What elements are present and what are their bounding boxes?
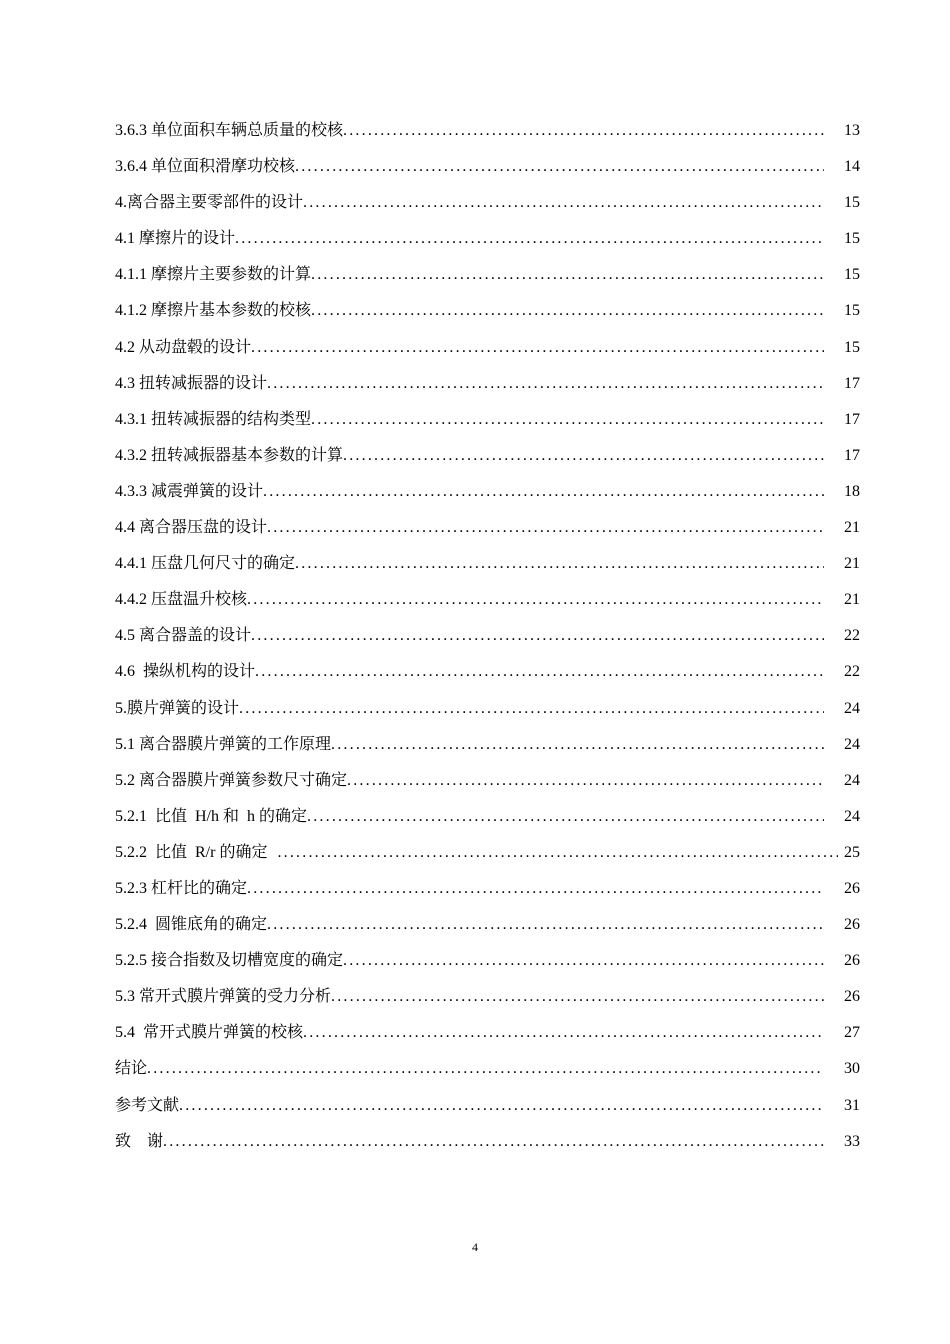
- toc-entry-title: 结论: [115, 1060, 148, 1078]
- toc-entry-title: 5.2.5 接合指数及切槽宽度的确定: [115, 952, 344, 970]
- toc-dot-leader: [247, 875, 824, 903]
- toc-entry-page: 30: [844, 1060, 860, 1078]
- toc-entry[interactable]: [115, 334, 860, 370]
- toc-dot-leader: [303, 189, 824, 217]
- toc-entry-page: 15: [844, 266, 860, 284]
- toc-dot-leader: [331, 983, 824, 1011]
- toc-entry-page: 15: [844, 338, 860, 356]
- toc-entry[interactable]: [115, 442, 860, 478]
- toc-entry-title: 4.3.1 扭转减振器的结构类型: [115, 410, 312, 428]
- toc-entry-title: 4.4.1 压盘几何尺寸的确定: [115, 555, 296, 573]
- toc-entry[interactable]: [115, 731, 860, 767]
- toc-entry-title: 4.3 扭转减振器的设计: [115, 374, 268, 392]
- toc-entry-page: 17: [844, 374, 860, 392]
- toc-dot-leader: [347, 767, 824, 795]
- toc-entry-title: 5.2.3 杠杆比的确定: [115, 879, 248, 897]
- toc-entry-page: 24: [844, 699, 860, 717]
- toc-dot-leader: [311, 261, 824, 289]
- toc-dot-leader: [235, 225, 824, 253]
- toc-entry-title: 3.6.4 单位面积滑摩功校核: [115, 158, 296, 176]
- toc-entry-title: 4.5 离合器盖的设计: [115, 627, 252, 645]
- toc-entry[interactable]: [115, 839, 860, 875]
- toc-entry-page: 15: [844, 194, 860, 212]
- toc-entry[interactable]: [115, 1128, 860, 1164]
- page-number: 4: [472, 1240, 478, 1254]
- toc-dot-leader: [331, 731, 824, 759]
- toc-dot-leader: [311, 406, 824, 434]
- toc-entry[interactable]: [115, 189, 860, 225]
- toc-entry-page: 14: [844, 158, 860, 176]
- toc-entry-page: 21: [844, 555, 860, 573]
- toc-entry-title: 5.1 离合器膜片弹簧的工作原理: [115, 735, 332, 753]
- toc-entry-title: 4.1.2 摩擦片基本参数的校核: [115, 302, 312, 320]
- toc-dot-leader: [251, 334, 824, 362]
- toc-entry-page: 33: [844, 1132, 860, 1150]
- toc-entry-title: 5.膜片弹簧的设计: [115, 699, 240, 717]
- toc-entry[interactable]: [115, 117, 860, 153]
- toc-entry-title: 5.2.4 圆锥底角的确定: [115, 916, 268, 934]
- toc-entry[interactable]: [115, 1055, 860, 1091]
- toc-entry-title: 5.3 常开式膜片弹簧的受力分析: [115, 988, 332, 1006]
- toc-entry-page: 31: [844, 1096, 860, 1114]
- toc-entry-title: 5.2.2 比值 R/r 的确定: [115, 843, 272, 861]
- toc-dot-leader: [343, 947, 824, 975]
- toc-dot-leader: [295, 153, 824, 181]
- toc-dot-leader: [147, 1055, 824, 1083]
- toc-entry-title: 4.4.2 压盘温升校核: [115, 591, 248, 609]
- toc-dot-leader: [255, 658, 824, 686]
- toc-entry[interactable]: [115, 947, 860, 983]
- toc-entry-title: 5.2 离合器膜片弹簧参数尺寸确定: [115, 771, 348, 789]
- toc-entry-page: 26: [844, 988, 860, 1006]
- toc-entry[interactable]: [115, 370, 860, 406]
- toc-dot-leader: [343, 442, 824, 470]
- toc-entry-page: 26: [844, 879, 860, 897]
- toc-dot-leader: [239, 695, 824, 723]
- toc-entry[interactable]: [115, 1092, 860, 1128]
- toc-entry-title: 4.6 操纵机构的设计: [115, 663, 256, 681]
- toc-entry-title: 4.2 从动盘毂的设计: [115, 338, 252, 356]
- toc-dot-leader: [295, 550, 824, 578]
- table-of-contents: [115, 117, 860, 1164]
- toc-entry[interactable]: [115, 297, 860, 333]
- toc-entry-page: 22: [844, 627, 860, 645]
- toc-entry-page: 17: [844, 410, 860, 428]
- toc-dot-leader: [179, 1092, 824, 1120]
- toc-entry[interactable]: [115, 983, 860, 1019]
- toc-entry-page: 26: [844, 916, 860, 934]
- toc-dot-leader: [267, 911, 824, 939]
- toc-entry-title: 4.4 离合器压盘的设计: [115, 519, 268, 537]
- toc-entry[interactable]: [115, 225, 860, 261]
- toc-entry[interactable]: [115, 911, 860, 947]
- toc-dot-leader: [263, 478, 824, 506]
- toc-entry-page: 15: [844, 230, 860, 248]
- toc-dot-leader: [267, 370, 824, 398]
- toc-entry-page: 21: [844, 591, 860, 609]
- toc-entry-page: 18: [844, 482, 860, 500]
- toc-entry[interactable]: [115, 803, 860, 839]
- toc-dot-leader: [163, 1128, 824, 1156]
- toc-entry-title: 4.3.2 扭转减振器基本参数的计算: [115, 446, 344, 464]
- toc-entry[interactable]: [115, 622, 860, 658]
- toc-entry[interactable]: [115, 767, 860, 803]
- toc-entry-page: 22: [844, 663, 860, 681]
- toc-dot-leader: [267, 514, 824, 542]
- toc-entry-title: 致 谢: [115, 1132, 164, 1150]
- toc-dot-leader: [343, 117, 824, 145]
- toc-entry-page: 27: [844, 1024, 860, 1042]
- toc-entry[interactable]: [115, 153, 860, 189]
- toc-entry-page: 21: [844, 519, 860, 537]
- toc-entry-page: 24: [844, 807, 860, 825]
- toc-entry-page: 17: [844, 446, 860, 464]
- toc-entry[interactable]: [115, 406, 860, 442]
- toc-entry[interactable]: [115, 875, 860, 911]
- toc-entry-page: 24: [844, 735, 860, 753]
- toc-dot-leader: [311, 297, 824, 325]
- toc-entry[interactable]: [115, 478, 860, 514]
- toc-dot-leader: [307, 803, 824, 831]
- toc-entry-page: 26: [844, 952, 860, 970]
- toc-entry[interactable]: [115, 658, 860, 694]
- toc-entry-title: 4.1.1 摩擦片主要参数的计算: [115, 266, 312, 284]
- toc-dot-leader: [277, 839, 838, 867]
- toc-entry[interactable]: [115, 1019, 860, 1055]
- toc-entry-title: 4.离合器主要零部件的设计: [115, 194, 304, 212]
- toc-dot-leader: [247, 586, 824, 614]
- toc-entry-title: 5.4 常开式膜片弹簧的校核: [115, 1024, 304, 1042]
- toc-entry-page: 13: [844, 122, 860, 139]
- toc-entry-title: 4.1 摩擦片的设计: [115, 230, 236, 248]
- toc-entry-page: 24: [844, 771, 860, 789]
- toc-dot-leader: [303, 1019, 824, 1047]
- toc-entry[interactable]: [115, 695, 860, 731]
- toc-entry-title: 参考文献: [115, 1096, 180, 1114]
- toc-entry-title: 4.3.3 减震弹簧的设计: [115, 482, 264, 500]
- toc-entry[interactable]: [115, 586, 860, 622]
- toc-entry-page: 15: [844, 302, 860, 320]
- toc-entry[interactable]: [115, 550, 860, 586]
- toc-entry[interactable]: [115, 514, 860, 550]
- toc-entry-title: 3.6.3 单位面积车辆总质量的校核: [115, 122, 344, 139]
- toc-entry-title: 5.2.1 比值 H/h 和 h 的确定: [115, 807, 308, 825]
- toc-entry-page: 25: [844, 843, 860, 861]
- toc-dot-leader: [251, 622, 824, 650]
- toc-entry[interactable]: [115, 261, 860, 297]
